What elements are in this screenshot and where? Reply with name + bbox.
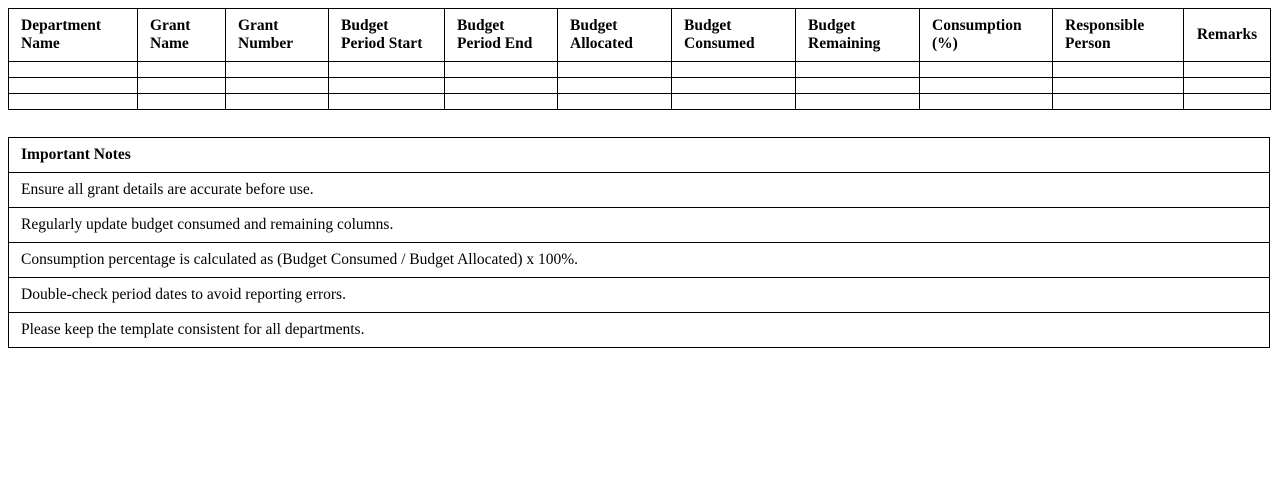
note-row [9,173,1270,208]
note-row [9,208,1270,243]
note-row [9,313,1270,348]
table-row [9,62,1271,78]
note-item: Regularly update budget consumed and remaining columns. [9,208,1270,243]
table-cell[interactable] [796,78,920,94]
notes-title-row [9,138,1270,173]
note-item: Consumption percentage is calculated as (Budget Consumed / Budget Allocated) x 100%. [9,243,1270,278]
header-budget-consumed: Budget Consumed [672,9,796,62]
table-cell[interactable] [920,62,1053,78]
important-notes-table [8,137,1270,348]
table-cell[interactable] [796,94,920,110]
table-cell[interactable] [226,62,329,78]
note-item: Ensure all grant details are accurate before use. [9,173,1270,208]
table-row [9,94,1271,110]
header-budget-allocated: Budget Allocated [558,9,672,62]
table-cell[interactable] [558,78,672,94]
table-cell[interactable] [1053,62,1184,78]
table-cell[interactable] [672,94,796,110]
table-cell[interactable] [226,78,329,94]
note-item: Please keep the template consistent for all departments. [9,313,1270,348]
table-cell[interactable] [1184,78,1271,94]
table-header-row [9,9,1271,62]
header-budget-remaining: Budget Remaining [796,9,920,62]
table-cell[interactable] [138,78,226,94]
header-budget-period-start: Budget Period Start [329,9,445,62]
note-row [9,278,1270,313]
header-responsible-person: Responsible Person [1053,9,1184,62]
table-cell[interactable] [138,62,226,78]
header-department-name: Department Name [9,9,138,62]
table-cell[interactable] [329,62,445,78]
table-row [9,78,1271,94]
note-item: Double-check period dates to avoid reporting errors. [9,278,1270,313]
table-cell[interactable] [1053,94,1184,110]
table-cell[interactable] [9,94,138,110]
table-cell[interactable] [796,62,920,78]
table-cell[interactable] [329,94,445,110]
header-grant-name: Grant Name [138,9,226,62]
header-consumption-percent: Consumption (%) [920,9,1053,62]
table-cell[interactable] [558,62,672,78]
table-cell[interactable] [445,94,558,110]
table-cell[interactable] [672,78,796,94]
grant-budget-table [8,8,1271,110]
table-cell[interactable] [138,94,226,110]
table-cell[interactable] [226,94,329,110]
table-cell[interactable] [445,62,558,78]
table-cell[interactable] [920,94,1053,110]
note-row [9,243,1270,278]
table-cell[interactable] [445,78,558,94]
table-cell[interactable] [920,78,1053,94]
table-cell[interactable] [1184,94,1271,110]
header-remarks: Remarks [1184,9,1271,62]
table-cell[interactable] [329,78,445,94]
table-cell[interactable] [558,94,672,110]
table-cell[interactable] [672,62,796,78]
table-cell[interactable] [1184,62,1271,78]
header-budget-period-end: Budget Period End [445,9,558,62]
notes-title: Important Notes [9,138,1270,173]
table-cell[interactable] [9,78,138,94]
table-cell[interactable] [1053,78,1184,94]
header-grant-number: Grant Number [226,9,329,62]
table-cell[interactable] [9,62,138,78]
